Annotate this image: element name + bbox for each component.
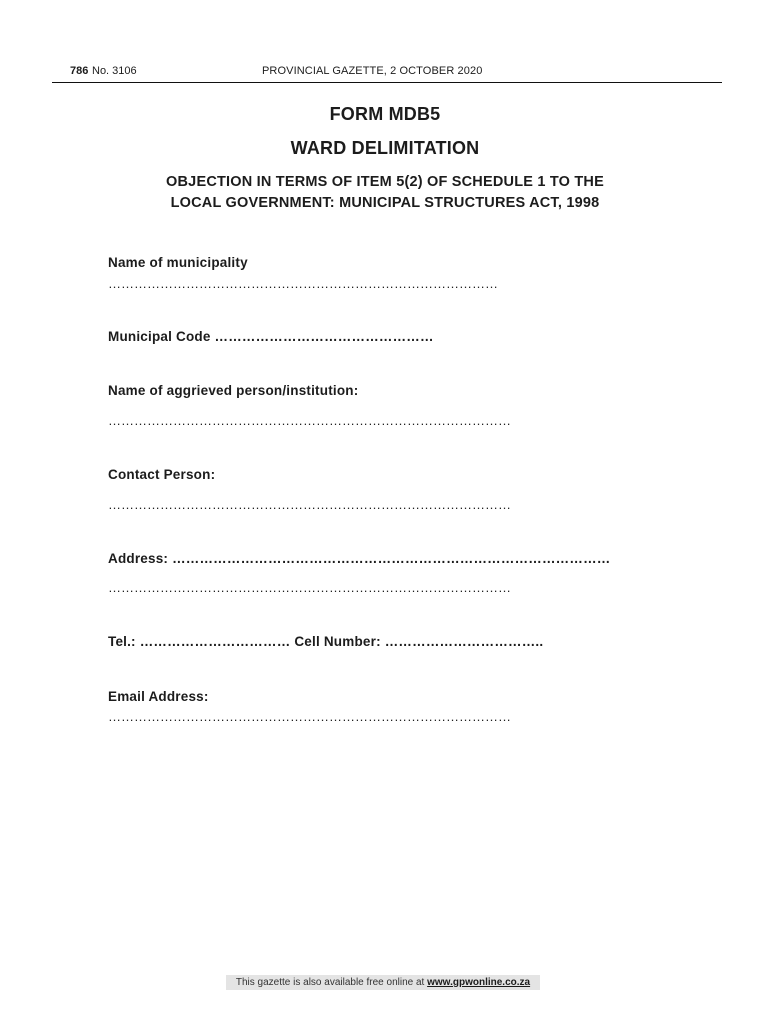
municipality-field[interactable]: ……………………………………………………………………………… bbox=[108, 276, 498, 291]
gazette-header bbox=[0, 65, 770, 81]
municipal-code-field[interactable]: Municipal Code ………………………………………… bbox=[108, 329, 434, 344]
aggrieved-person-label: Name of aggrieved person/institution: bbox=[108, 383, 359, 398]
aggrieved-person-field[interactable]: ………………………………………………………………………………… bbox=[108, 413, 511, 428]
email-address-field[interactable]: ………………………………………………………………………………… bbox=[108, 709, 511, 724]
footer-text: This gazette is also available free online at bbox=[235, 977, 428, 988]
footer-link[interactable]: www.gpwonline.co.za bbox=[427, 977, 531, 988]
form-subtitle: WARD DELIMITATION bbox=[290, 138, 480, 158]
objection-heading bbox=[0, 172, 770, 214]
footer-banner bbox=[226, 975, 540, 990]
municipality-label: Name of municipality bbox=[108, 255, 248, 270]
objection-line-1: OBJECTION IN TERMS OF ITEM 5(2) OF SCHEDULE 1 TO THE bbox=[166, 174, 604, 190]
contact-person-field[interactable]: ………………………………………………………………………………… bbox=[108, 497, 511, 512]
form-title: FORM MDB5 bbox=[329, 104, 441, 124]
contact-person-label: Contact Person: bbox=[108, 467, 216, 482]
gazette-title: PROVINCIAL GAZETTE, 2 OCTOBER 2020 bbox=[262, 65, 483, 77]
email-address-label: Email Address: bbox=[108, 689, 209, 704]
issue-number: No. 3106 bbox=[92, 65, 137, 77]
objection-line-2: LOCAL GOVERNMENT: MUNICIPAL STRUCTURES ACT, 1998 bbox=[170, 195, 600, 211]
page-number: 786 bbox=[70, 65, 89, 77]
tel-cell-field[interactable]: Tel.: …………………………… Cell Number: …………………………….. bbox=[108, 634, 544, 649]
header-rule bbox=[52, 82, 722, 83]
address-field-line-1[interactable]: Address: …………………………………………………………………………………… bbox=[108, 551, 611, 566]
address-field-line-2[interactable]: ………………………………………………………………………………… bbox=[108, 580, 511, 595]
